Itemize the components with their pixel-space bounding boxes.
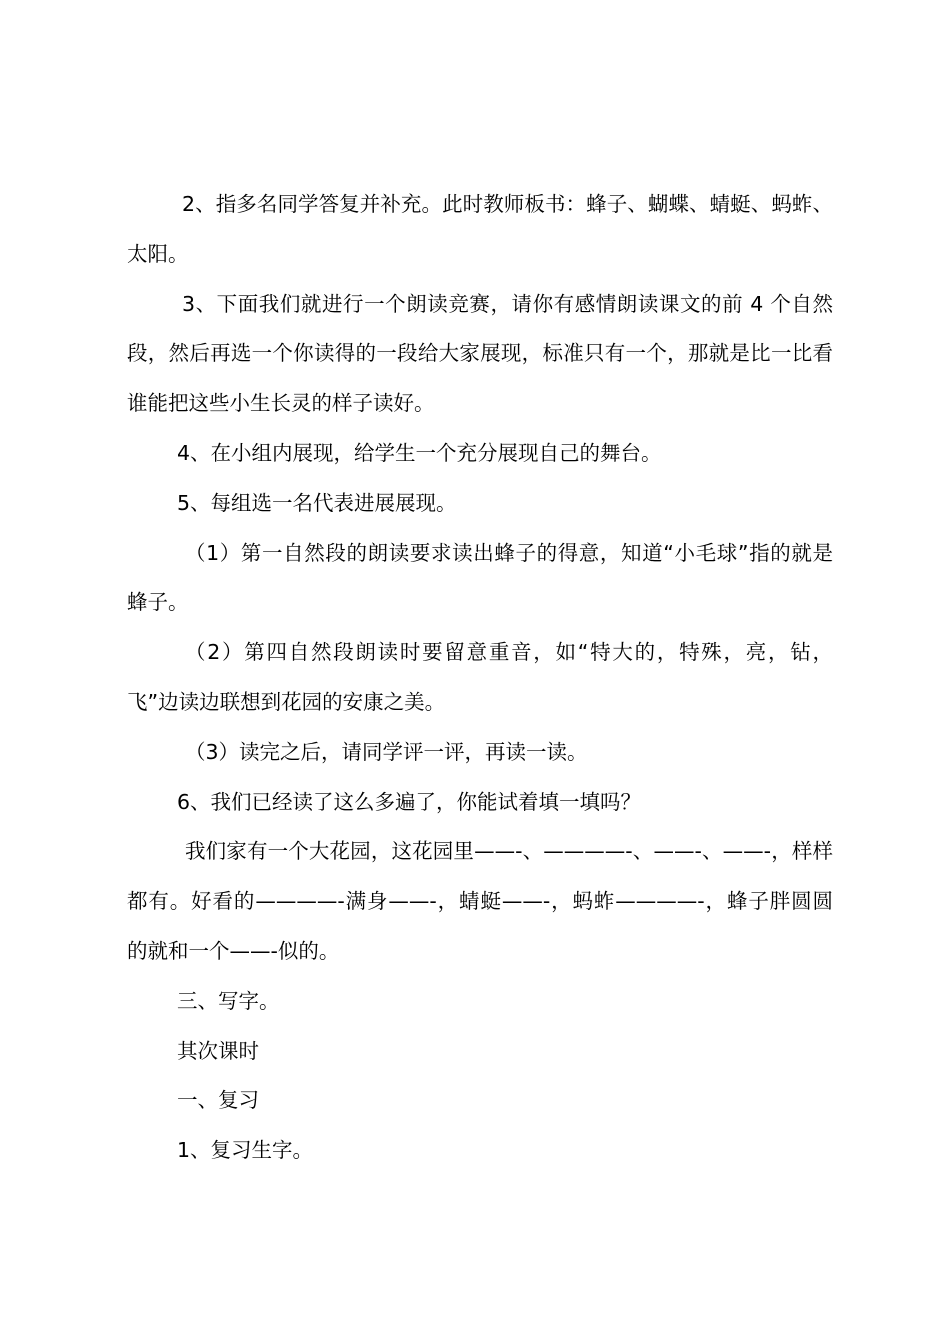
section-heading-writing: 三、写字。 [177,988,280,1013]
section-heading-review: 一、复习 [177,1088,259,1113]
paragraph-substep-2: （2）第四自然段朗读时要留意重音，如“特大的，特殊，亮，钻，飞”边读边联想到花园的安康之美。 [127,640,833,714]
paragraph-step-2: 2、指多名同学答复并补充。此时教师板书：蜂子、蝴蝶、蜻蜓、蚂蚱、太阳。 [127,192,833,266]
paragraph-step-5: 5、每组选一名代表进展展现。 [177,490,457,515]
document-body [127,180,833,1176]
paragraph-substep-3: （3）读完之后，请同学评一评，再读一读。 [185,739,588,764]
paragraph-review-step-1: 1、复习生字。 [177,1138,314,1163]
paragraph-fill-in-exercise: 我们家有一个大花园，这花园里——-、————-、——-、——-，样样都有。好看的————-满身——-，蜻蜓——-，蚂蚱————-，蜂子胖圆圆的就和一个——-似的。 [127,839,833,963]
paragraph-substep-1: （1）第一自然段的朗读要求读出蜂子的得意，知道“小毛球”指的就是蜂子。 [127,540,833,615]
paragraph-step-3: 3、下面我们就进行一个朗读竞赛，请你有感情朗读课文的前 4 个自然段，然后再选一个你读得的一段给大家展现，标准只有一个，那就是比一比看谁能把这些小生长灵的样子读好。 [127,291,833,416]
section-heading-second-lesson: 其次课时 [177,1038,259,1063]
paragraph-step-4: 4、在小组内展现，给学生一个充分展现自己的舞台。 [177,440,662,465]
paragraph-step-6: 6、我们已经读了这么多遍了，你能试着填一填吗？ [177,789,642,814]
